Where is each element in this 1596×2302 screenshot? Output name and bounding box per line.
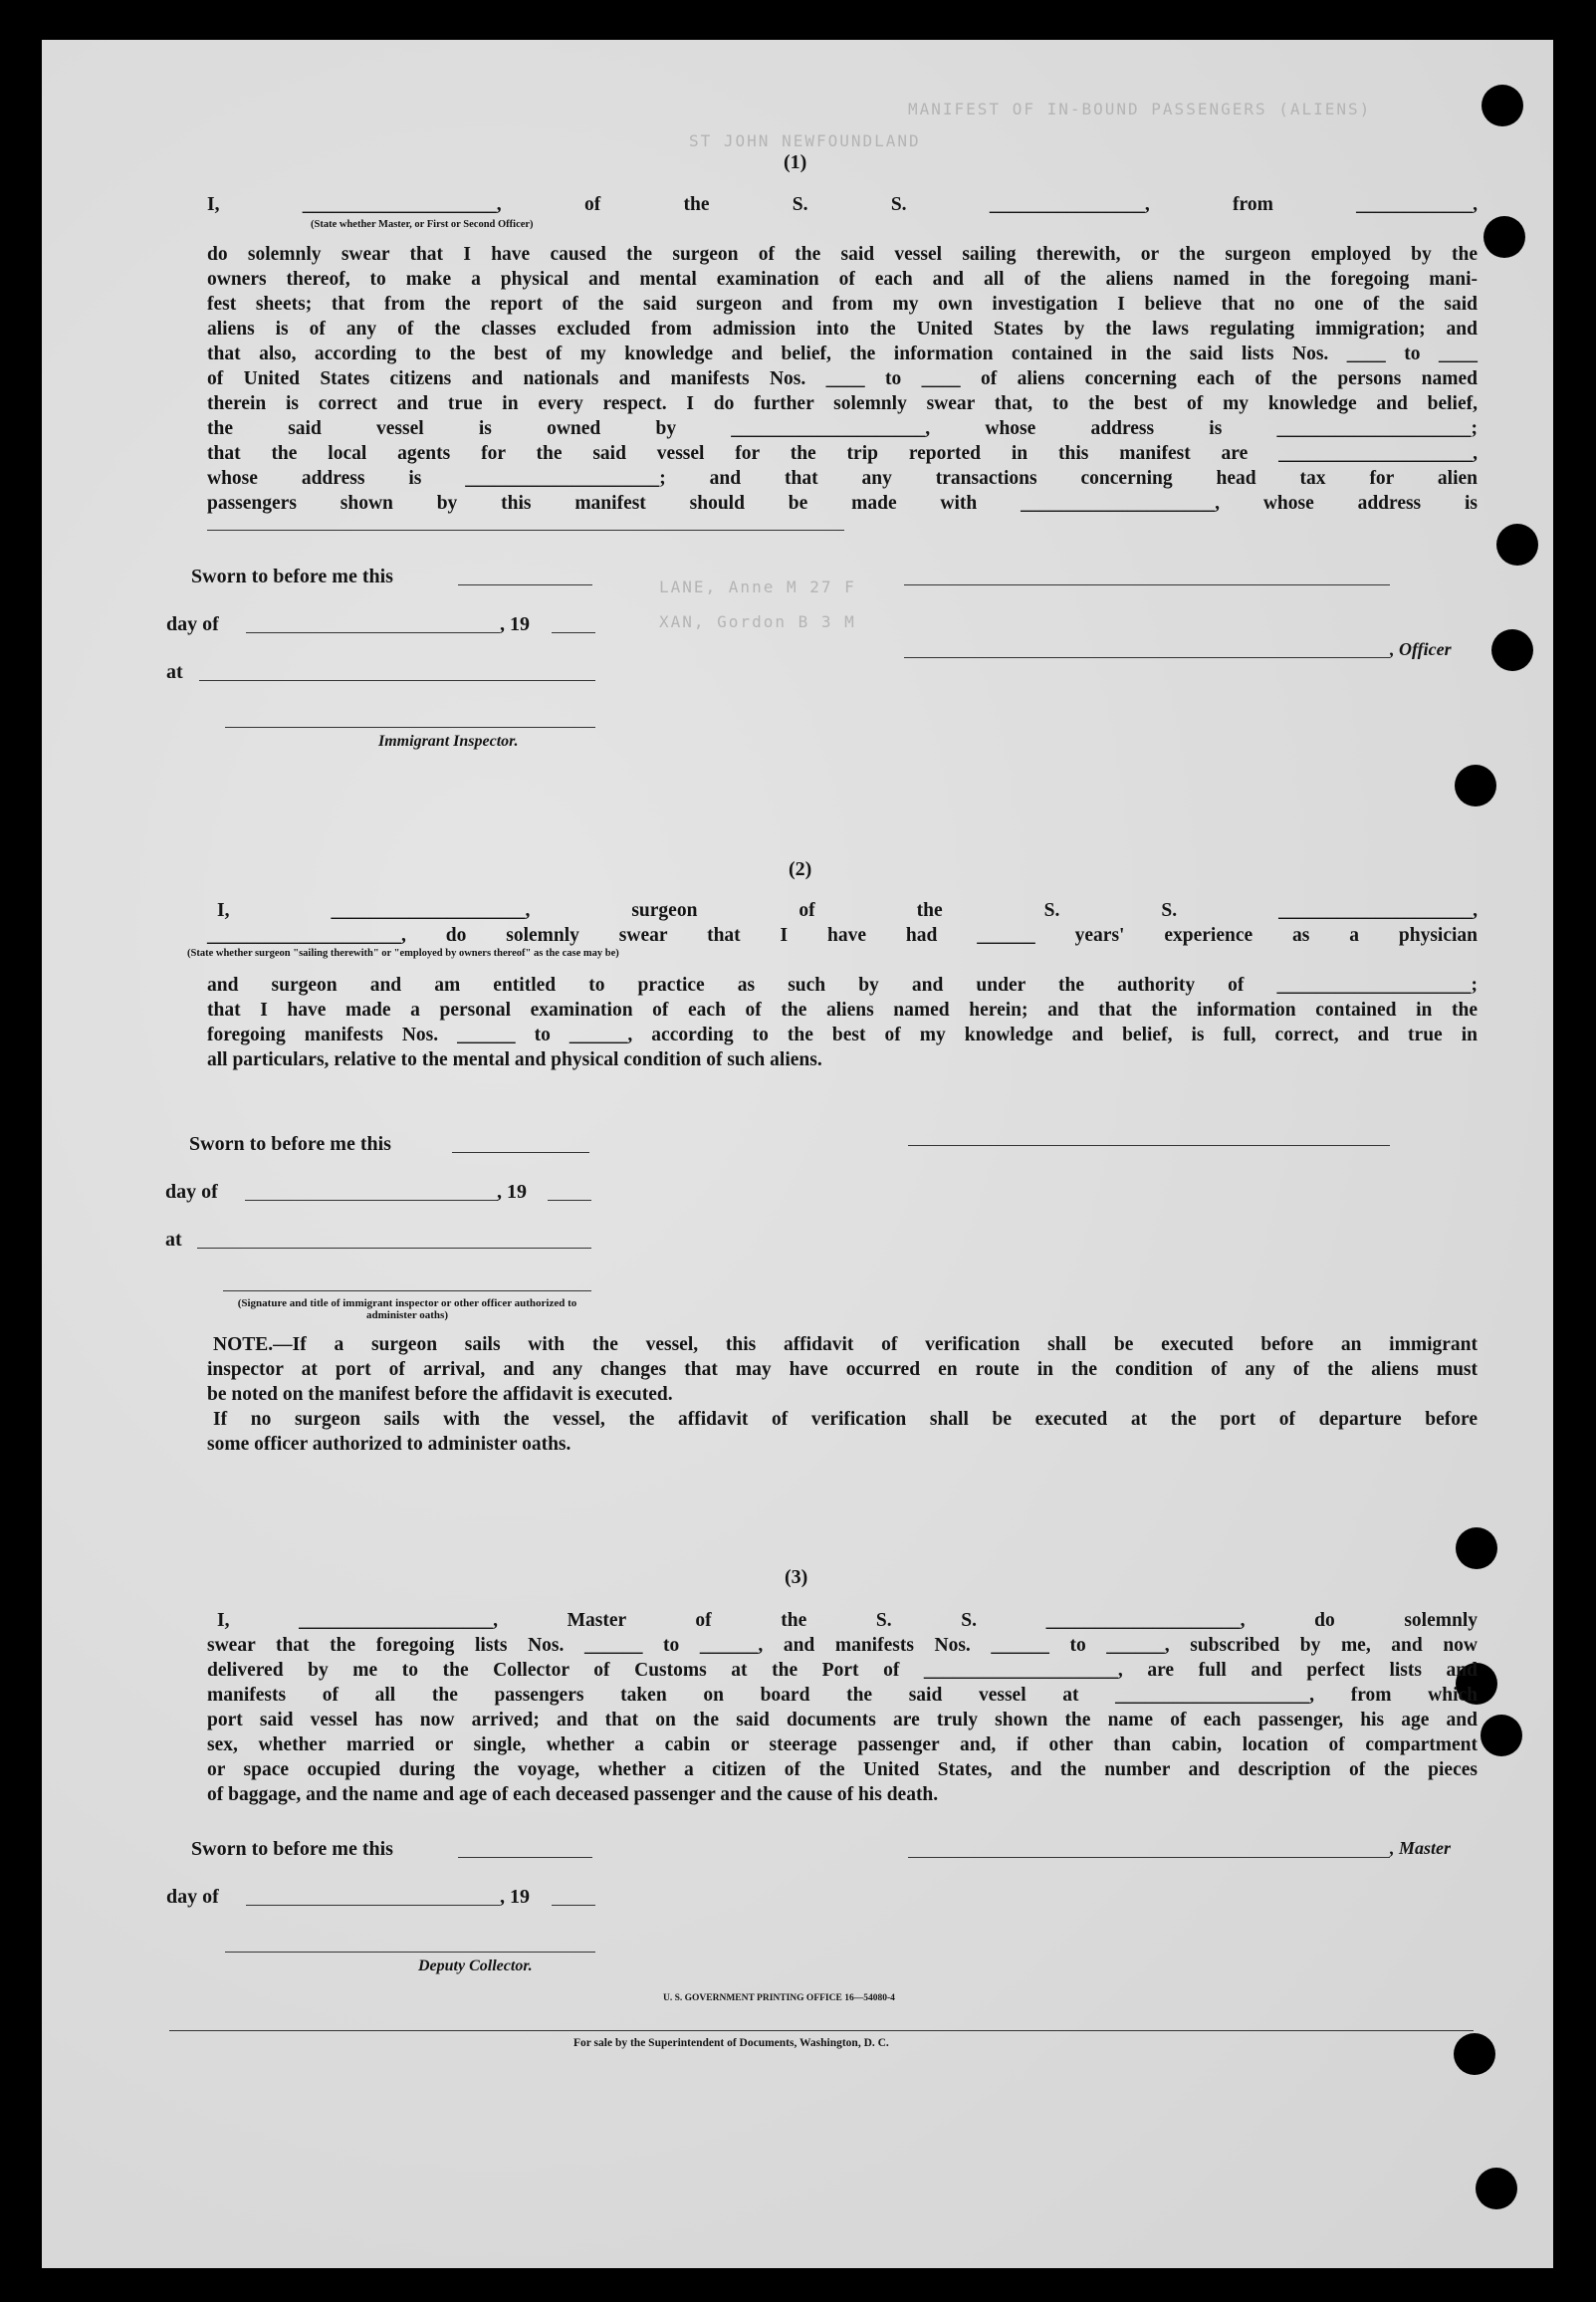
punch-hole (1482, 85, 1523, 126)
bleed-through-text: LANE, Anne M 27 F (659, 577, 856, 596)
section-3-line: sex, whether married or single, whether a cabin or steerage passenger and, if other than cabin, location of compartment (207, 1734, 1478, 1755)
section-3-line: port said vessel has now arrived; and that on the said documents are truly shown the name of each passenger, his age and (207, 1710, 1478, 1730)
officer-note: (State whether Master, or First or Second Officer) (311, 219, 534, 230)
section-2-line: all particulars, relative to the mental and physical condition of such aliens. (207, 1049, 822, 1070)
section-2-day-label: day of (165, 1181, 218, 1203)
section-1-at-label: at (166, 661, 183, 683)
place-field[interactable] (199, 680, 595, 681)
section-1-line: owners thereof, to make a physical and mental examination of each and all of the aliens named in the foregoing mani- (207, 269, 1478, 290)
section-1-line: I, ____________________, of the S. S. ________________, from ____________, (207, 194, 1478, 215)
punch-hole (1456, 1527, 1497, 1569)
punch-hole (1455, 765, 1496, 806)
collector-caption: Deputy Collector. (418, 1957, 533, 1974)
officer-caption: , Officer (1390, 639, 1452, 659)
signature-caption: (Signature and title of immigrant inspector or other officer authorized to administer oaths) (237, 1297, 577, 1321)
sworn-date-field[interactable] (458, 1857, 592, 1858)
sworn-date-field[interactable] (458, 584, 592, 585)
bleed-through-text: ST JOHN NEWFOUNDLAND (689, 131, 921, 150)
punch-hole (1476, 2168, 1517, 2209)
year-field[interactable] (552, 1905, 595, 1906)
surgeon-note: (State whether surgeon "sailing therewith" or "employed by owners thereof" as the case may be) (187, 948, 619, 959)
section-1-year-label: , 19 (500, 613, 530, 635)
section-3-line: I, ____________________, Master of the S. S. ____________________, do solemnly (217, 1610, 1478, 1631)
footer-rule (169, 2030, 1474, 2031)
master-caption: , Master (1390, 1838, 1452, 1858)
section-1-number: (1) (784, 151, 807, 173)
officer-signature-line[interactable] (904, 657, 1390, 658)
master-signature-line[interactable] (908, 1857, 1390, 1858)
inspector-signature-line[interactable] (225, 727, 595, 728)
section-3-line: delivered by me to the Collector of Customs at the Port of ____________________, are full and perfect lists and (207, 1660, 1478, 1681)
section-1-day-label: day of (166, 613, 219, 635)
note-line: some officer authorized to administer oaths. (207, 1434, 571, 1455)
punch-hole (1483, 216, 1525, 258)
section-1-line: aliens is of any of the classes excluded from admission into the United States by the laws regulating immigration; and (207, 319, 1478, 340)
surgeon-signature-line[interactable] (908, 1145, 1390, 1146)
day-field[interactable] (246, 1905, 500, 1906)
year-field[interactable] (552, 632, 595, 633)
bleed-through-text: MANIFEST OF IN-BOUND PASSENGERS (ALIENS) (908, 100, 1372, 118)
section-1-line: that also, according to the best of my knowledge and belief, the information contained in the said lists Nos. ____ to ____ (207, 344, 1478, 364)
section-3-line: or space occupied during the voyage, whether a citizen of the United States, and the number and description of the pieces (207, 1759, 1478, 1780)
section-1-line: whose address is ____________________; and that any transactions concerning head tax for alien (207, 468, 1478, 489)
form-page (42, 40, 1553, 2268)
section-1-line: of United States citizens and nationals and manifests Nos. ____ to ____ of aliens concerning each of the persons named (207, 368, 1478, 389)
day-field[interactable] (246, 632, 500, 633)
section-3-day-label: day of (166, 1886, 219, 1908)
note-line: inspector at port of arrival, and any changes that may have occurred en route in the condition of any of the aliens must (207, 1359, 1478, 1380)
section-2-line: foregoing manifests Nos. ______ to ______, according to the best of my knowledge and belief, is full, correct, and true in (207, 1025, 1478, 1045)
section-1-line: that the local agents for the said vessel for the trip reported in this manifest are ____________________, (207, 443, 1478, 464)
section-1-line: passengers shown by this manifest should be made with ____________________, whose address is (207, 493, 1478, 514)
section-3-year-label: , 19 (500, 1886, 530, 1908)
section-2-line: and surgeon and am entitled to practice as such by and under the authority of ____________________; (207, 975, 1478, 996)
note-line: NOTE.—If a surgeon sails with the vessel, this affidavit of verification shall be executed before an immigrant (213, 1334, 1478, 1355)
section-1-line: do solemnly swear that I have caused the surgeon of the said vessel sailing therewith, or the surgeon employed by the (207, 244, 1478, 265)
note-line: If no surgeon sails with the vessel, the affidavit of verification shall be executed at the port of departure before (213, 1409, 1478, 1430)
bleed-through-text: XAN, Gordon B 3 M (659, 612, 856, 631)
section-2-year-label: , 19 (497, 1181, 527, 1203)
punch-hole (1491, 629, 1533, 671)
inspector-caption: Immigrant Inspector. (378, 733, 519, 750)
section-1-line: the said vessel is owned by ____________________, whose address is ____________________; (207, 418, 1478, 439)
section-2-line: I, ____________________, surgeon of the S. S. ____________________, (217, 900, 1478, 921)
sale-line: For sale by the Superintendent of Documents, Washington, D. C. (573, 2037, 889, 2049)
section-3-sworn-label: Sworn to before me this (191, 1838, 393, 1860)
punch-hole (1481, 1715, 1522, 1756)
section-1-sworn-label: Sworn to before me this (191, 566, 393, 587)
section-2-at-label: at (165, 1229, 182, 1251)
officer-line-1[interactable] (904, 584, 1390, 585)
section-1-rule (207, 530, 844, 531)
sworn-date-field[interactable] (452, 1152, 589, 1153)
section-1-line: therein is correct and true in every respect. I do further solemnly swear that, to the best of my knowledge and belief, (207, 393, 1478, 414)
section-2-line: ____________________, do solemnly swear that I have had ______ years' experience as a physician (207, 925, 1478, 946)
punch-hole (1454, 2033, 1495, 2075)
section-3-number: (3) (785, 1566, 808, 1588)
section-2-sworn-label: Sworn to before me this (189, 1133, 391, 1155)
section-2-line: that I have made a personal examination of each of the aliens named herein; and that the information contained in the (207, 1000, 1478, 1021)
section-1-line: fest sheets; that from the report of the said surgeon and from my own investigation I believe that no one of the said (207, 294, 1478, 315)
section-3-line: swear that the foregoing lists Nos. ______ to ______, and manifests Nos. ______ to ______, subscribed by me, and now (207, 1635, 1478, 1656)
collector-signature-line[interactable] (225, 1952, 595, 1953)
section-3-line: of baggage, and the name and age of each deceased passenger and the cause of his death. (207, 1784, 939, 1805)
punch-hole (1496, 524, 1538, 566)
printing-office-line: U. S. GOVERNMENT PRINTING OFFICE 16—54080-4 (663, 1993, 895, 2003)
note-line: be noted on the manifest before the affidavit is executed. (207, 1384, 673, 1405)
year-field[interactable] (548, 1200, 591, 1201)
day-field[interactable] (245, 1200, 498, 1201)
inspector-signature-line[interactable] (223, 1290, 591, 1291)
place-field[interactable] (197, 1248, 591, 1249)
section-3-line: manifests of all the passengers taken on board the said vessel at ____________________, from which (207, 1685, 1478, 1706)
section-2-number: (2) (789, 858, 812, 880)
